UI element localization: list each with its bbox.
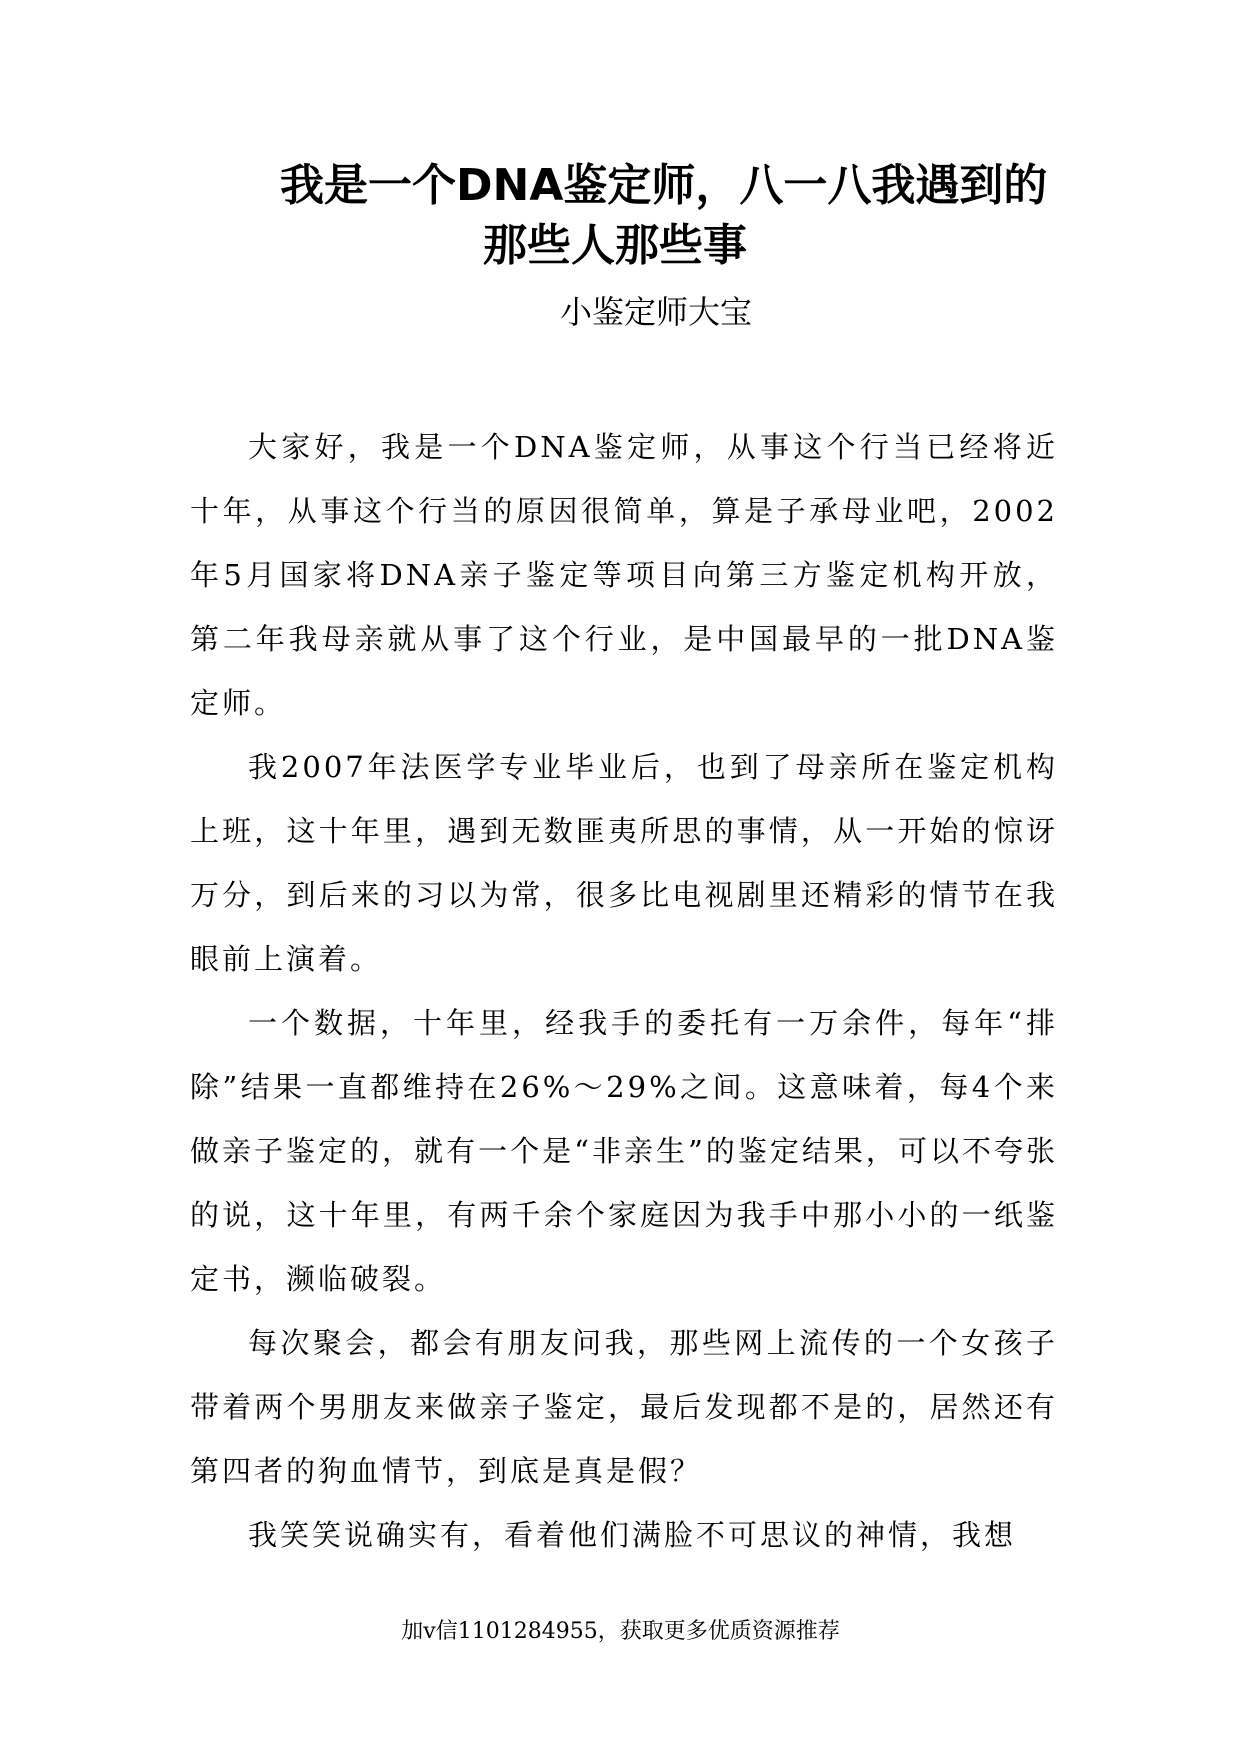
page-footer: 加v信1101284955，获取更多优质资源推荐 (401, 1619, 840, 1644)
document-body (190, 415, 1058, 1567)
document-title-line-1: 我是一个DNA鉴定师，八一八我遇到的 (280, 160, 1048, 211)
paragraph-2: 我2007年法医学专业毕业后，也到了母亲所在鉴定机构上班，这十年里，遇到无数匪夷所思的事情，从一开始的惊讶万分，到后来的习以为常，很多比电视剧里还精彩的情节在我眼前上演着。 (190, 750, 1058, 976)
paragraph-5: 我笑笑说确实有，看着他们满脸不可思议的神情，我想 (248, 1518, 1017, 1552)
paragraph-1: 大家好，我是一个DNA鉴定师，从事这个行当已经将近十年，从事这个行当的原因很简单，算是子承母业吧，2002年5月国家将DNA亲子鉴定等项目向第三方鉴定机构开放，第二年我母亲就从事了这个行业，是中国最早的一批DNA鉴定师。 (190, 430, 1058, 720)
author-name: 小鉴定师大宝 (560, 293, 753, 331)
paragraph-4: 每次聚会，都会有朋友问我，那些网上流传的一个女孩子带着两个男朋友来做亲子鉴定，最后发现都不是的，居然还有第四者的狗血情节，到底是真是假？ (190, 1326, 1058, 1488)
document-title-line-2: 那些人那些事 (483, 220, 747, 271)
paragraph-3: 一个数据，十年里，经我手的委托有一万余件，每年“排除”结果一直都维持在26%～29%之间。这意味着，每4个来做亲子鉴定的，就有一个是“非亲生”的鉴定结果，可以不夸张的说，这十年里，有两千余个家庭因为我手中那小小的一纸鉴定书，濒临破裂。 (190, 1006, 1058, 1296)
